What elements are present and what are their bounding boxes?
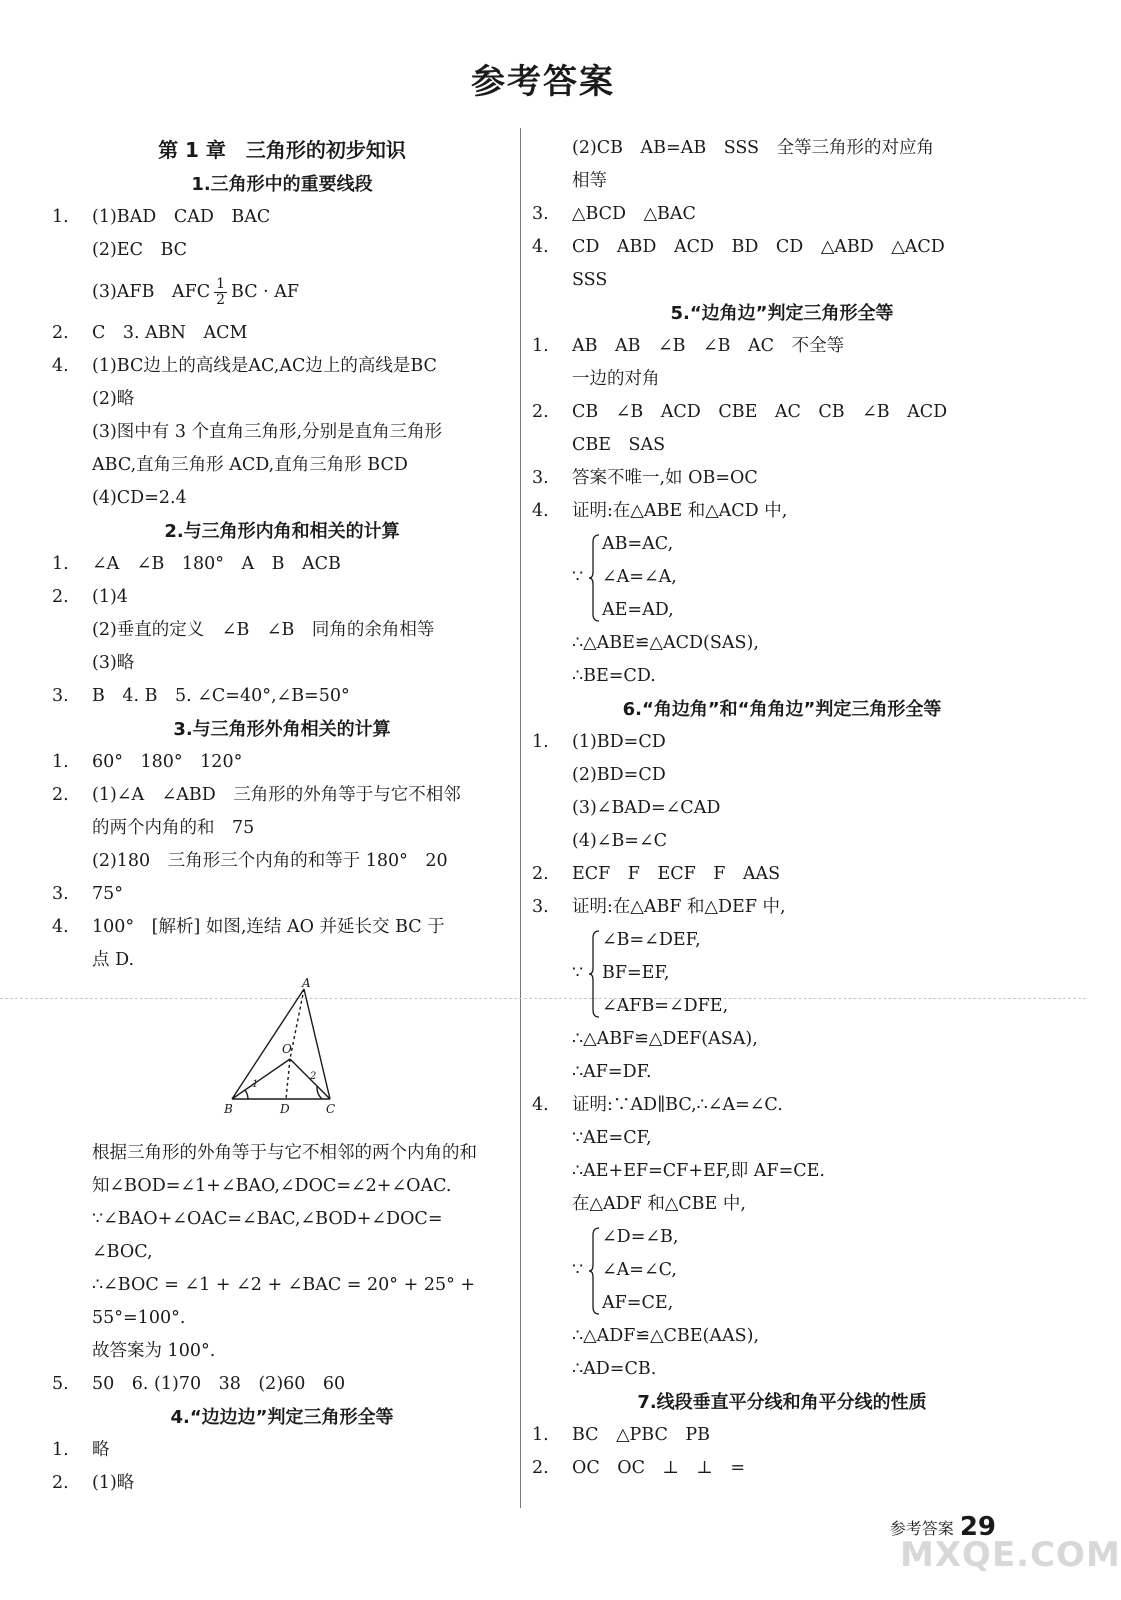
answer-line xyxy=(52,581,512,614)
because-symbol: ∵ xyxy=(572,567,584,587)
condition-line: ∠B=∠DEF, xyxy=(602,930,701,950)
answer-line: (2)EC BC xyxy=(92,240,188,260)
right-column xyxy=(532,132,1032,1485)
answer-line: ∴△ADF≌△CBE(AAS), xyxy=(572,1326,760,1346)
answer-text: (1)BAD CAD BAC xyxy=(92,207,271,227)
condition-line: BF=EF, xyxy=(602,963,670,983)
label-a: A xyxy=(302,976,311,990)
answer-line: ∴△ABF≌△DEF(ASA), xyxy=(572,1029,758,1049)
because-symbol: ∵ xyxy=(572,963,584,983)
answer-line: (2)略 xyxy=(92,389,135,409)
answer-text: OC OC ⊥ ⊥ = xyxy=(572,1458,746,1478)
answer-text: 100° [解析] 如图,连结 AO 并延长交 BC 于 xyxy=(92,917,445,937)
condition-line: ∠AFB=∠DFE, xyxy=(602,996,729,1016)
answer-line xyxy=(532,231,1032,264)
section-heading-5: 5.“边角边”判定三角形全等 xyxy=(670,303,894,324)
answer-line xyxy=(52,350,512,383)
answer-line xyxy=(532,891,1032,924)
question-number: 4. xyxy=(52,356,69,376)
question-number: 1. xyxy=(52,554,69,574)
fraction-numerator: 1 xyxy=(216,276,226,292)
answer-line: (3)∠BAD=∠CAD xyxy=(572,798,721,818)
answer-line: 在△ADF 和△CBE 中, xyxy=(572,1194,746,1214)
brace-system xyxy=(532,1221,1032,1320)
question-number: 2. xyxy=(52,1473,69,1493)
question-number: 3. xyxy=(52,884,69,904)
answer-line: 根据三角形的外角等于与它不相邻的两个内角的和 xyxy=(92,1143,477,1163)
answer-text: △BCD △BAC xyxy=(572,204,696,224)
answer-text: 答案不唯一,如 OB=OC xyxy=(572,468,758,488)
answer-text: BC · AF xyxy=(231,282,300,302)
answer-line: (2)BD=CD xyxy=(572,765,666,785)
answer-line: ∴AF=DF. xyxy=(572,1062,652,1082)
answer-text: 证明:∵AD∥BC,∴∠A=∠C. xyxy=(572,1095,783,1115)
answer-line xyxy=(52,201,512,234)
answer-line: 知∠BOD=∠1+∠BAO,∠DOC=∠2+∠OAC. xyxy=(92,1176,452,1196)
answer-text: CB ∠B ACD CBE AC CB ∠B ACD xyxy=(572,402,948,422)
answer-text: (3)AFB AFC xyxy=(92,282,211,302)
question-number: 3. xyxy=(532,897,549,917)
answer-line xyxy=(532,726,1032,759)
left-brace-icon xyxy=(588,1227,600,1315)
question-number: 4. xyxy=(52,917,69,937)
question-number: 2. xyxy=(52,785,69,805)
because-symbol: ∵ xyxy=(572,1260,584,1280)
page-number: 29 xyxy=(959,1512,996,1542)
column-divider xyxy=(520,128,521,1508)
answer-text: (1)∠A ∠ABD 三角形的外角等于与它不相邻 xyxy=(92,785,461,805)
answer-line: (2)180 三角形三个内角的和等于 180° 20 xyxy=(92,851,448,871)
answer-line xyxy=(532,396,1032,429)
answer-line xyxy=(52,1467,512,1500)
section-heading-4: 4.“边边边”判定三角形全等 xyxy=(170,1407,394,1428)
answer-line: 故答案为 100°. xyxy=(92,1341,216,1361)
answer-line xyxy=(52,1434,512,1467)
answer-line xyxy=(532,1452,1032,1485)
answer-line: 55°=100°. xyxy=(92,1308,186,1328)
answer-line: ∴△ABE≌△ACD(SAS), xyxy=(572,633,759,653)
answer-line: ∠BOC, xyxy=(92,1242,153,1262)
answer-text: ECF F ECF F AAS xyxy=(572,864,781,884)
answer-line xyxy=(532,330,1032,363)
page-title: 参考答案 xyxy=(471,62,615,102)
brace-rows xyxy=(602,528,677,627)
side-ac xyxy=(304,989,330,1099)
answer-line: ∴AD=CB. xyxy=(572,1359,657,1379)
answer-line xyxy=(52,317,512,350)
answer-line: SSS xyxy=(572,270,608,290)
answer-line: ∵AE=CF, xyxy=(572,1128,652,1148)
question-number: 2. xyxy=(52,587,69,607)
answer-line xyxy=(52,548,512,581)
answer-text: 60° 180° 120° xyxy=(92,752,243,772)
answer-line xyxy=(532,1419,1032,1452)
answer-line xyxy=(52,911,512,944)
answer-line: (2)垂直的定义 ∠B ∠B 同角的余角相等 xyxy=(92,620,435,640)
section-heading-3: 3.与三角形外角相关的计算 xyxy=(173,719,391,740)
question-number: 4. xyxy=(532,237,549,257)
answer-line: (4)CD=2.4 xyxy=(92,488,187,508)
answer-line xyxy=(52,680,512,713)
section-heading-6: 6.“角边角”和“角角边”判定三角形全等 xyxy=(622,699,942,720)
question-number: 5. xyxy=(52,1374,69,1394)
question-number: 1. xyxy=(52,207,69,227)
condition-line: AE=AD, xyxy=(602,600,674,620)
answer-text: (1)BC边上的高线是AC,AC边上的高线是BC xyxy=(92,356,437,376)
answer-text: (1)BD=CD xyxy=(572,732,666,752)
question-number: 1. xyxy=(52,1440,69,1460)
question-number: 3. xyxy=(52,686,69,706)
question-number: 1. xyxy=(52,752,69,772)
brace-rows xyxy=(602,924,728,1023)
brace-system xyxy=(532,528,1032,627)
label-o: O xyxy=(282,1042,292,1056)
answer-line: (3)图中有 3 个直角三角形,分别是直角三角形 xyxy=(92,422,443,442)
footer-label: 参考答案 xyxy=(889,1518,954,1538)
brace-system xyxy=(532,924,1032,1023)
condition-line: AF=CE, xyxy=(602,1293,674,1313)
answer-line: ∵∠BAO+∠OAC=∠BAC,∠BOD+∠DOC= xyxy=(92,1209,443,1229)
watermark: MXQE.COM xyxy=(900,1535,1121,1575)
answer-text: 略 xyxy=(92,1440,110,1460)
question-number: 2. xyxy=(532,402,549,422)
answer-text: (1)略 xyxy=(92,1473,135,1493)
fraction-denominator: 2 xyxy=(216,292,226,308)
brace-rows xyxy=(602,1221,678,1320)
answer-line xyxy=(532,1089,1032,1122)
label-c: C xyxy=(326,1102,336,1116)
answer-line: 的两个内角的和 75 xyxy=(92,818,255,838)
segment-od-dashed xyxy=(286,1059,290,1099)
question-number: 3. xyxy=(532,468,549,488)
question-number: 2. xyxy=(532,1458,549,1478)
answer-text: 50 6. (1)70 38 (2)60 60 xyxy=(92,1374,346,1394)
question-number: 1. xyxy=(532,1425,549,1445)
answer-line xyxy=(52,1368,512,1401)
answer-text: (1)4 xyxy=(92,587,128,607)
left-brace-icon xyxy=(588,534,600,622)
answer-text: C 3. ABN ACM xyxy=(92,323,248,343)
triangle-diagram xyxy=(222,976,362,1135)
left-column xyxy=(52,132,512,1500)
answer-line: ∴∠BOC = ∠1 + ∠2 + ∠BAC = 20° + 25° + xyxy=(92,1275,476,1295)
question-number: 1. xyxy=(532,732,549,752)
answer-line: ∴AE+EF=CF+EF,即 AF=CE. xyxy=(572,1161,825,1181)
condition-line: ∠A=∠A, xyxy=(602,567,677,587)
answer-text: AB AB ∠B ∠B AC 不全等 xyxy=(572,336,845,356)
question-number: 1. xyxy=(532,336,549,356)
answer-line xyxy=(52,746,512,779)
answer-line: (2)CB AB=AB SSS 全等三角形的对应角 xyxy=(572,138,935,158)
answer-line: (4)∠B=∠C xyxy=(572,831,668,851)
answer-line-fraction xyxy=(52,267,512,317)
answer-text: BC △PBC PB xyxy=(572,1425,711,1445)
answer-line xyxy=(532,858,1032,891)
triangle-figure xyxy=(52,977,512,1137)
answer-line xyxy=(532,198,1032,231)
answer-line: ABC,直角三角形 ACD,直角三角形 BCD xyxy=(92,455,408,475)
section-heading-2: 2.与三角形内角和相关的计算 xyxy=(164,521,400,542)
condition-line: ∠A=∠C, xyxy=(602,1260,677,1280)
question-number: 2. xyxy=(52,323,69,343)
label-d: D xyxy=(280,1102,290,1116)
answer-line: 一边的对角 xyxy=(572,369,660,389)
label-angle-2: 2 xyxy=(310,1071,317,1082)
question-number: 4. xyxy=(532,1095,549,1115)
question-number: 4. xyxy=(532,501,549,521)
condition-line: AB=AC, xyxy=(602,534,674,554)
fraction xyxy=(214,277,227,308)
answer-line xyxy=(52,779,512,812)
question-number: 3. xyxy=(532,204,549,224)
section-heading-1: 1.三角形中的重要线段 xyxy=(191,174,373,195)
chapter-title: 第 1 章 三角形的初步知识 xyxy=(158,138,406,162)
label-angle-1: 1 xyxy=(252,1079,259,1090)
answer-text: 75° xyxy=(92,884,124,904)
answer-line: 点 D. xyxy=(92,950,135,970)
answer-line xyxy=(532,495,1032,528)
answer-text: B 4. B 5. ∠C=40°,∠B=50° xyxy=(92,686,350,706)
answer-line: CBE SAS xyxy=(572,435,666,455)
answer-text: ∠A ∠B 180° A B ACB xyxy=(92,554,341,574)
condition-line: ∠D=∠B, xyxy=(602,1227,679,1247)
answer-line xyxy=(532,462,1032,495)
answer-line xyxy=(52,878,512,911)
answer-line: 相等 xyxy=(572,171,607,191)
segment-bo xyxy=(232,1059,290,1099)
answer-text: CD ABD ACD BD CD △ABD △ACD xyxy=(572,237,945,257)
answer-text: 证明:在△ABE 和△ACD 中, xyxy=(572,501,788,521)
answer-line: (3)略 xyxy=(92,653,135,673)
answer-text: 证明:在△ABF 和△DEF 中, xyxy=(572,897,786,917)
section-heading-7: 7.线段垂直平分线和角平分线的性质 xyxy=(637,1392,927,1413)
label-b: B xyxy=(224,1102,233,1116)
answer-line: ∴BE=CD. xyxy=(572,666,656,686)
question-number: 2. xyxy=(532,864,549,884)
angle-1-arc xyxy=(245,1090,248,1099)
left-brace-icon xyxy=(588,930,600,1018)
